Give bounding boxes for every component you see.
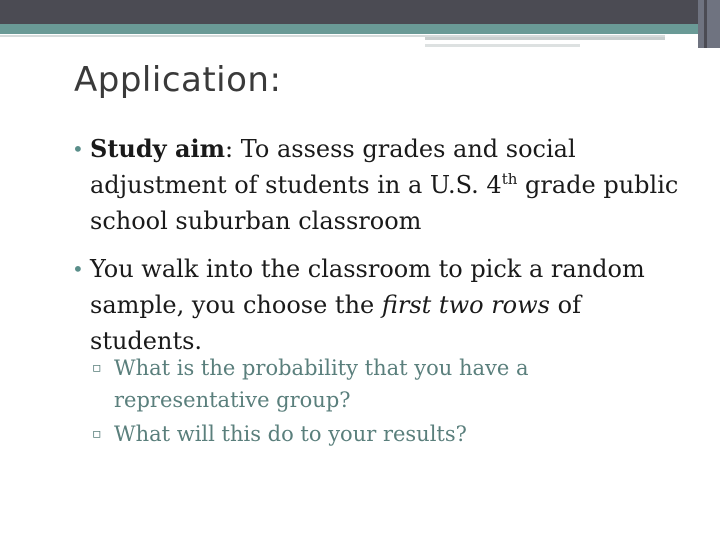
bullet-text: of students. <box>90 291 581 355</box>
bullet-text: You walk into the classroom to pick a random sample, you choose the <box>90 255 645 319</box>
sub-bullet-icon: ▫ <box>92 426 102 442</box>
sub-bullet-text: What is the probability that you have a representative group? <box>114 356 529 412</box>
bullet-text: grade public school suburban classroom <box>90 171 679 235</box>
bullet-emphasis: first two rows <box>381 291 550 319</box>
sub-bullet-icon: ▫ <box>92 360 102 376</box>
bullet-item <box>72 131 680 239</box>
sub-bullet-item <box>92 352 634 416</box>
sub-bullet-item <box>92 418 634 450</box>
bullet-icon: • <box>72 257 84 281</box>
bullet-icon: • <box>72 137 84 161</box>
bullet-lead: Study aim <box>90 134 226 163</box>
bullet-item <box>72 251 680 359</box>
sub-bullet-text: What will this do to your results? <box>114 422 467 446</box>
slide-title: Application: <box>74 60 282 100</box>
ordinal-superscript: th <box>501 170 518 188</box>
bullet-text: : To assess grades and social adjustment of students in a U.S. 4 <box>90 135 576 199</box>
